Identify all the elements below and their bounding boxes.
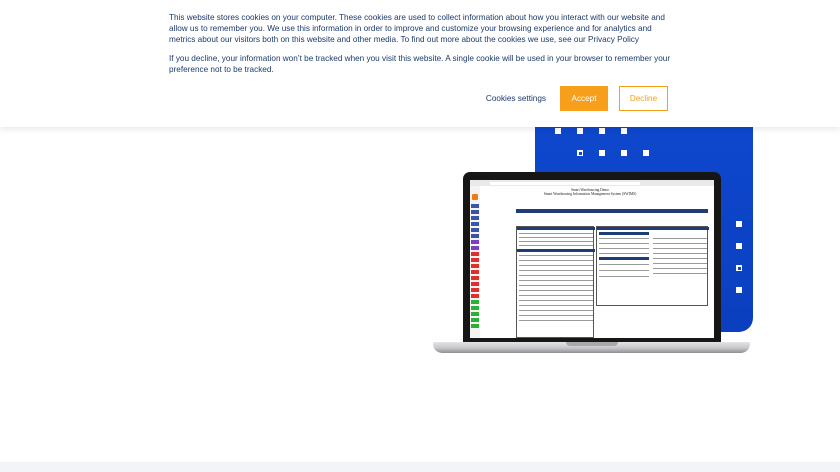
dot-pattern-square bbox=[736, 221, 742, 227]
dot-pattern-square-hollow bbox=[736, 265, 742, 271]
dot-pattern-square bbox=[621, 150, 627, 156]
dot-pattern-square bbox=[599, 150, 605, 156]
screen-table-right bbox=[596, 226, 708, 306]
page-bottom-section bbox=[0, 462, 840, 472]
dot-pattern-square-hollow bbox=[577, 150, 583, 156]
cookie-consent-banner bbox=[0, 0, 840, 127]
laptop-illustration bbox=[463, 172, 721, 342]
screen-title-line-1: Smart Warehousing Demo bbox=[571, 188, 609, 192]
screen-header-bar bbox=[516, 209, 708, 213]
screen-table-left bbox=[516, 226, 594, 338]
app-sidebar bbox=[470, 186, 480, 338]
dot-pattern-square bbox=[599, 128, 605, 134]
cookie-paragraph-primary: This website stores cookies on your computer. These cookies are used to collect information about how you interact with our website and allow us to remember you. We use this information in order to improve and customize your browsing experience and for analytics and metrics about our visitors both on this website and other media. To find out more about the cookies we use, see our Privacy Policy bbox=[169, 13, 665, 45]
cookie-message bbox=[169, 12, 674, 82]
laptop-display bbox=[470, 180, 714, 338]
dot-pattern-square bbox=[621, 128, 627, 134]
screen-title-line-2: Smart Warehousing Information Management System (SWIMS) bbox=[543, 192, 637, 196]
decline-button[interactable]: Decline bbox=[619, 86, 668, 111]
laptop-notch bbox=[566, 342, 618, 346]
app-logo-icon bbox=[472, 194, 478, 200]
screen-title bbox=[540, 188, 640, 196]
cookie-paragraph-secondary: If you decline, your information won’t be tracked when you visit this website. A single cookie will be used in your browser to remember your preference not to be tracked. bbox=[169, 53, 671, 74]
browser-bar bbox=[470, 180, 714, 186]
accept-button[interactable]: Accept bbox=[560, 86, 608, 111]
dot-pattern-square bbox=[736, 243, 742, 249]
cookie-actions bbox=[486, 86, 668, 111]
dot-pattern-square bbox=[555, 128, 561, 134]
cookies-settings-button[interactable]: Cookies settings bbox=[485, 94, 546, 103]
dot-pattern-square bbox=[736, 287, 742, 293]
dot-pattern-square bbox=[577, 128, 583, 134]
dot-pattern-square bbox=[643, 150, 649, 156]
